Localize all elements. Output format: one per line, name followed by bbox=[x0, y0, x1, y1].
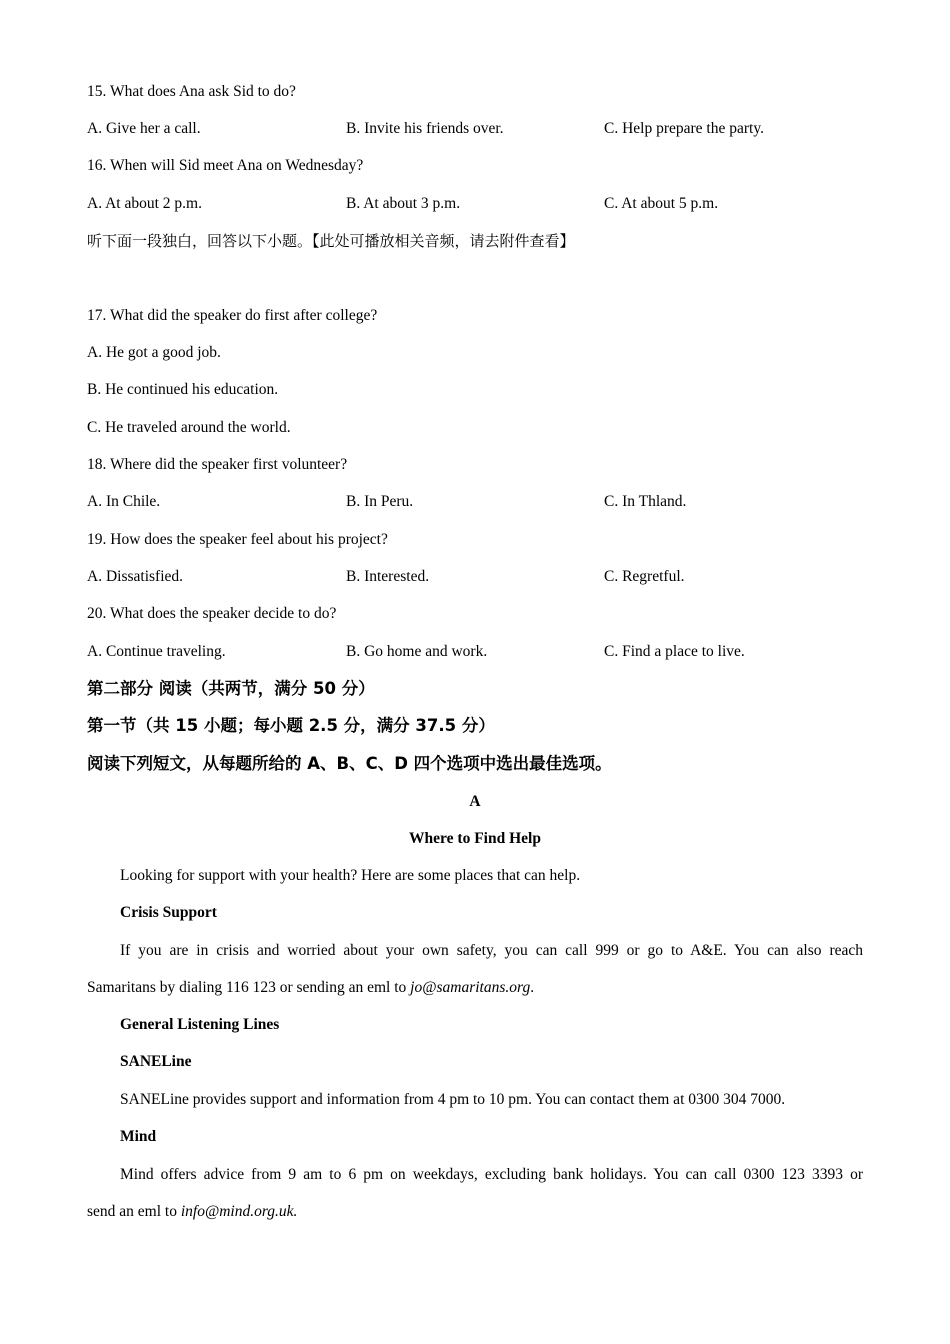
question-19-option-a: A. Dissatisfied. bbox=[87, 568, 184, 585]
question-15-option-b: B. Invite his friends over. bbox=[346, 120, 504, 137]
crisis-support-line-1: If you are in crisis and worried about your own safety, you can call 999 or go to A&E. You can also reach bbox=[120, 942, 863, 959]
question-16-option-b: B. At about 3 p.m. bbox=[346, 195, 461, 212]
question-19-stem: 19. How does the speaker feel about his project? bbox=[87, 531, 388, 548]
crisis-support-text: Samaritans by dialing 116 123 or sending an eml to bbox=[87, 979, 411, 996]
question-18-stem: 18. Where did the speaker first volunteer? bbox=[87, 456, 348, 473]
question-15-option-c: C. Help prepare the party. bbox=[604, 120, 764, 137]
mind-line-1: Mind offers advice from 9 am to 6 pm on weekdays, excluding bank holidays. You can call 0300 123 3393 or bbox=[120, 1166, 863, 1183]
question-18-option-b: B. In Peru. bbox=[346, 493, 414, 510]
reading-instruction: 阅读下列短文，从每题所给的 A、B、C、D 四个选项中选出最佳选项。 bbox=[87, 754, 612, 773]
question-16-option-c: C. At about 5 p.m. bbox=[604, 195, 719, 212]
question-20-option-a: A. Continue traveling. bbox=[87, 643, 226, 660]
samaritans-email: jo@samaritans.org bbox=[410, 979, 531, 996]
monologue-instruction: 听下面一段独白，回答以下小题。【此处可播放相关音频，请去附件查看】 bbox=[87, 232, 575, 250]
question-17-stem: 17. What did the speaker do first after college? bbox=[87, 307, 378, 324]
question-17-option-c: C. He traveled around the world. bbox=[87, 419, 291, 436]
passage-letter: A bbox=[469, 793, 481, 810]
question-15-option-a: A. Give her a call. bbox=[87, 120, 201, 137]
question-19-option-c: C. Regretful. bbox=[604, 568, 685, 585]
mind-email: info@mind.org.uk. bbox=[180, 1203, 298, 1220]
mind-line-2 bbox=[87, 1202, 297, 1222]
question-17-option-a: A. He got a good job. bbox=[87, 344, 221, 361]
question-20-option-c: C. Find a place to live. bbox=[604, 643, 745, 660]
question-18-option-a: A. In Chile. bbox=[87, 493, 161, 510]
question-20-stem: 20. What does the speaker decide to do? bbox=[87, 605, 337, 622]
question-19-option-b: B. Interested. bbox=[346, 568, 430, 585]
mind-heading: Mind bbox=[120, 1128, 157, 1145]
saneline-text: SANELine provides support and information from 4 pm to 10 pm. You can contact them at 0300 304 7000. bbox=[120, 1091, 786, 1108]
crisis-support-paragraph bbox=[87, 941, 863, 961]
crisis-support-line-2 bbox=[87, 978, 534, 998]
question-17-option-b: B. He continued his education. bbox=[87, 381, 279, 398]
section-one-title: 第一节（共 15 小题；每小题 2.5 分，满分 37.5 分） bbox=[87, 716, 495, 735]
question-16-option-a: A. At about 2 p.m. bbox=[87, 195, 202, 212]
passage-intro: Looking for support with your health? Here are some places that can help. bbox=[120, 867, 581, 884]
general-listening-heading: General Listening Lines bbox=[120, 1016, 280, 1033]
crisis-support-period: . bbox=[530, 979, 535, 996]
part-two-title: 第二部分 阅读（共两节，满分 50 分） bbox=[87, 679, 375, 698]
question-16-stem: 16. When will Sid meet Ana on Wednesday? bbox=[87, 157, 364, 174]
question-18-option-c: C. In Thland. bbox=[604, 493, 687, 510]
question-20-option-b: B. Go home and work. bbox=[346, 643, 488, 660]
saneline-heading: SANELine bbox=[120, 1053, 192, 1070]
mind-text: send an eml to bbox=[87, 1203, 181, 1220]
passage-title: Where to Find Help bbox=[409, 830, 541, 847]
question-15-stem: 15. What does Ana ask Sid to do? bbox=[87, 83, 296, 100]
mind-paragraph bbox=[87, 1165, 863, 1185]
crisis-support-heading: Crisis Support bbox=[120, 904, 217, 921]
